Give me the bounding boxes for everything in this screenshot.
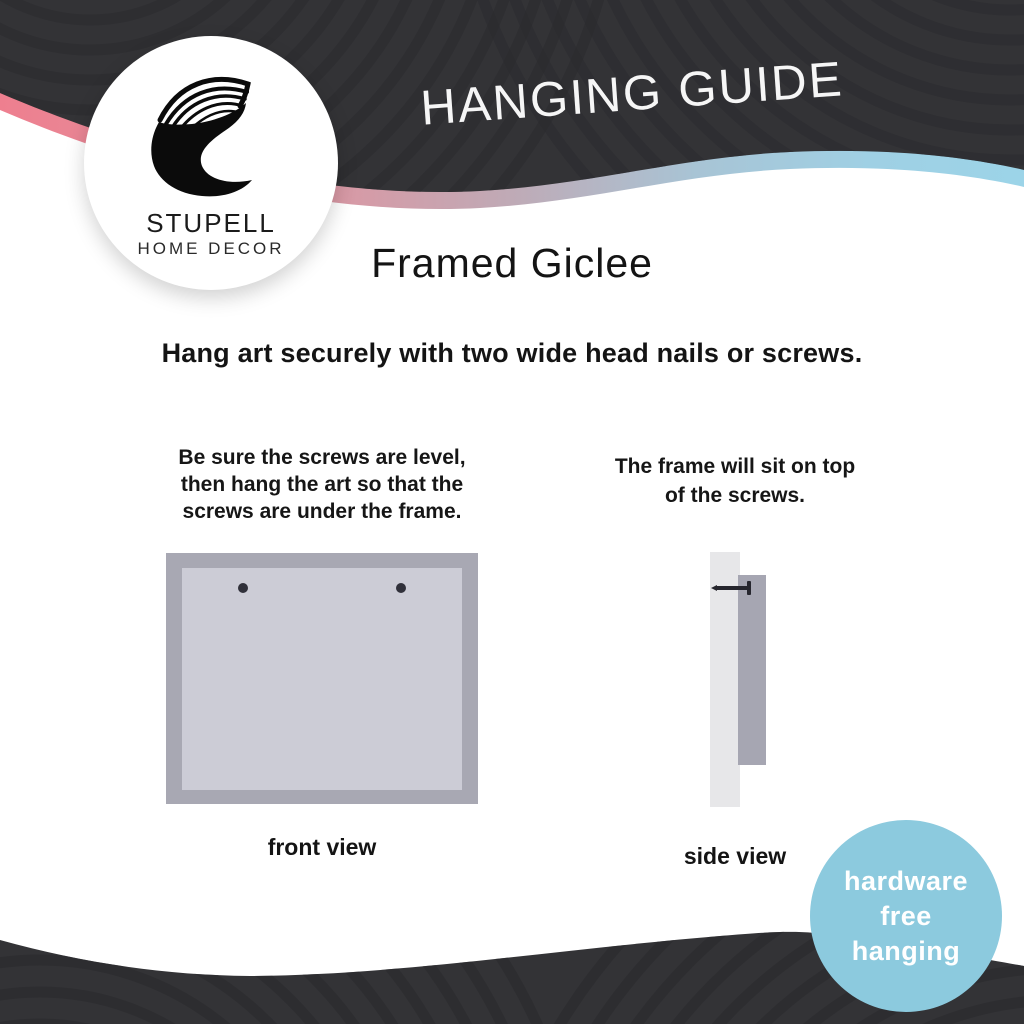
front-view-artwork bbox=[182, 568, 462, 790]
product-type-title: Framed Giclee bbox=[371, 240, 653, 286]
front-view-diagram bbox=[166, 553, 478, 804]
nail-head bbox=[747, 581, 751, 595]
front-caption-line: Be sure the screws are level, bbox=[178, 446, 466, 469]
side-view-frame bbox=[738, 575, 766, 765]
instruction-text: Hang art securely with two wide head nails or screws. bbox=[161, 338, 863, 368]
nail-icon bbox=[711, 580, 753, 596]
side-view-caption bbox=[585, 452, 885, 510]
front-caption-line: then hang the art so that the bbox=[180, 473, 464, 496]
side-caption-line: The frame will sit on top bbox=[614, 455, 856, 478]
brand-name: STUPELL bbox=[146, 208, 276, 238]
side-caption-line: of the screws. bbox=[664, 484, 806, 507]
hardware-free-badge bbox=[810, 820, 1002, 1012]
front-view-label: front view bbox=[267, 834, 377, 860]
brand-tagline: HOME DECOR bbox=[137, 239, 285, 258]
side-view-label: side view bbox=[683, 843, 787, 869]
front-view-caption bbox=[152, 444, 492, 525]
front-caption-line: screws are under the frame. bbox=[182, 500, 462, 523]
brand-logo bbox=[84, 36, 338, 290]
badge-line: hardware bbox=[843, 865, 969, 896]
nail-shaft bbox=[715, 586, 749, 590]
badge-line: hanging bbox=[851, 935, 961, 966]
screw-dot-icon bbox=[238, 583, 248, 593]
screw-dot-icon bbox=[396, 583, 406, 593]
page-title: HANGING GUIDE bbox=[418, 52, 846, 136]
badge-line: free bbox=[880, 900, 932, 931]
stupell-s-icon bbox=[150, 68, 272, 204]
